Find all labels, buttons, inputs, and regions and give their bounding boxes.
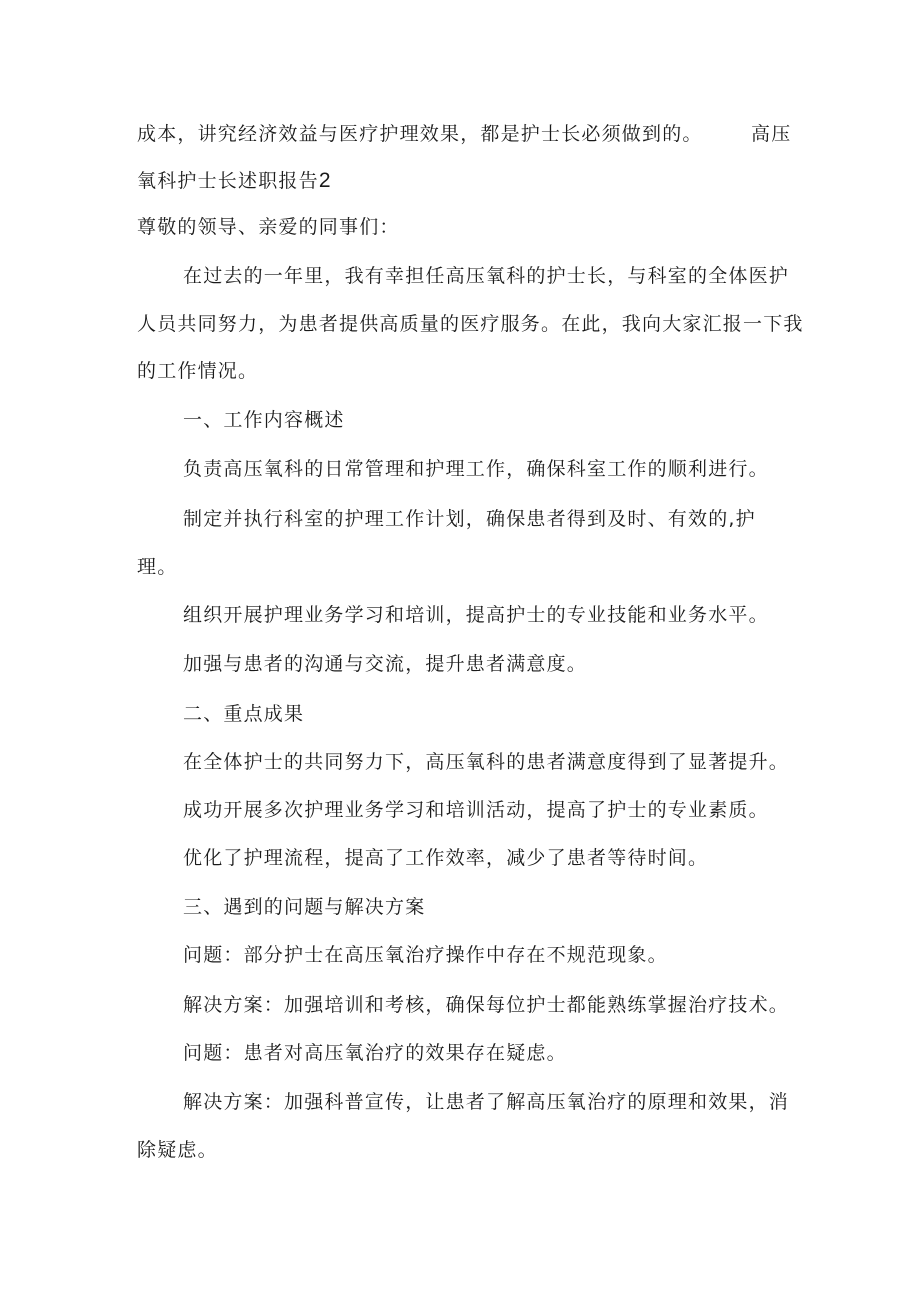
section-1-heading: 一、工作内容概述 (183, 409, 345, 431)
report-title (137, 169, 331, 193)
section-1-item: 制定并执行科室的护理工作计划，确保患者得到及时、有效的,护 (183, 508, 756, 530)
section-2-heading: 二、重点成果 (183, 703, 305, 725)
section-3-item-continued: 除疑虑。 (137, 1139, 218, 1161)
section-1-item: 加强与患者的沟通与交流，提升患者满意度。 (183, 653, 588, 675)
section-2-item: 成功开展多次护理业务学习和培训活动，提高了护士的专业素质。 (183, 799, 769, 821)
section-3-item: 解决方案：加强科普宣传，让患者了解高压氧治疗的原理和效果，消 (183, 1091, 790, 1113)
section-2-item: 优化了护理流程，提高了工作效率，减少了患者等待时间。 (183, 847, 709, 869)
report-title-number: 2 (318, 169, 331, 192)
section-3-heading: 三、遇到的问题与解决方案 (183, 896, 426, 918)
intro-line-2: 人员共同努力，为患者提供高质量的医疗服务。在此，我向大家汇报一下我 (137, 313, 804, 335)
section-2-item: 在全体护士的共同努力下，高压氧科的患者满意度得到了显著提升。 (183, 751, 790, 773)
section-1-item: 组织开展护理业务学习和培训，提高护士的专业技能和业务水平。 (183, 604, 769, 626)
section-1-item: 负责高压氧科的日常管理和护理工作，确保科室工作的顺利进行。 (183, 458, 769, 480)
previous-report-tail: 成本，讲究经济效益与医疗护理效果，都是护士长必须做到的。 (137, 123, 703, 145)
report-title-text: 氧科护士长述职报告 (137, 170, 319, 192)
report-title-start: 高压 (751, 123, 792, 145)
salutation: 尊敬的领导、亲爱的同事们： (137, 216, 400, 238)
section-3-item: 解决方案：加强培训和考核，确保每位护士都能熟练掌握治疗技术。 (183, 994, 790, 1016)
intro-line-3: 的工作情况。 (137, 360, 259, 382)
section-3-item: 问题：部分护士在高压氧治疗操作中存在不规范现象。 (183, 944, 668, 966)
intro-line-1: 在过去的一年里，我有幸担任高压氧科的护士长，与科室的全体医护 (183, 265, 790, 287)
section-3-item: 问题：患者对高压氧治疗的效果存在疑虑。 (183, 1042, 567, 1064)
section-1-item-continued: 理。 (137, 556, 178, 578)
